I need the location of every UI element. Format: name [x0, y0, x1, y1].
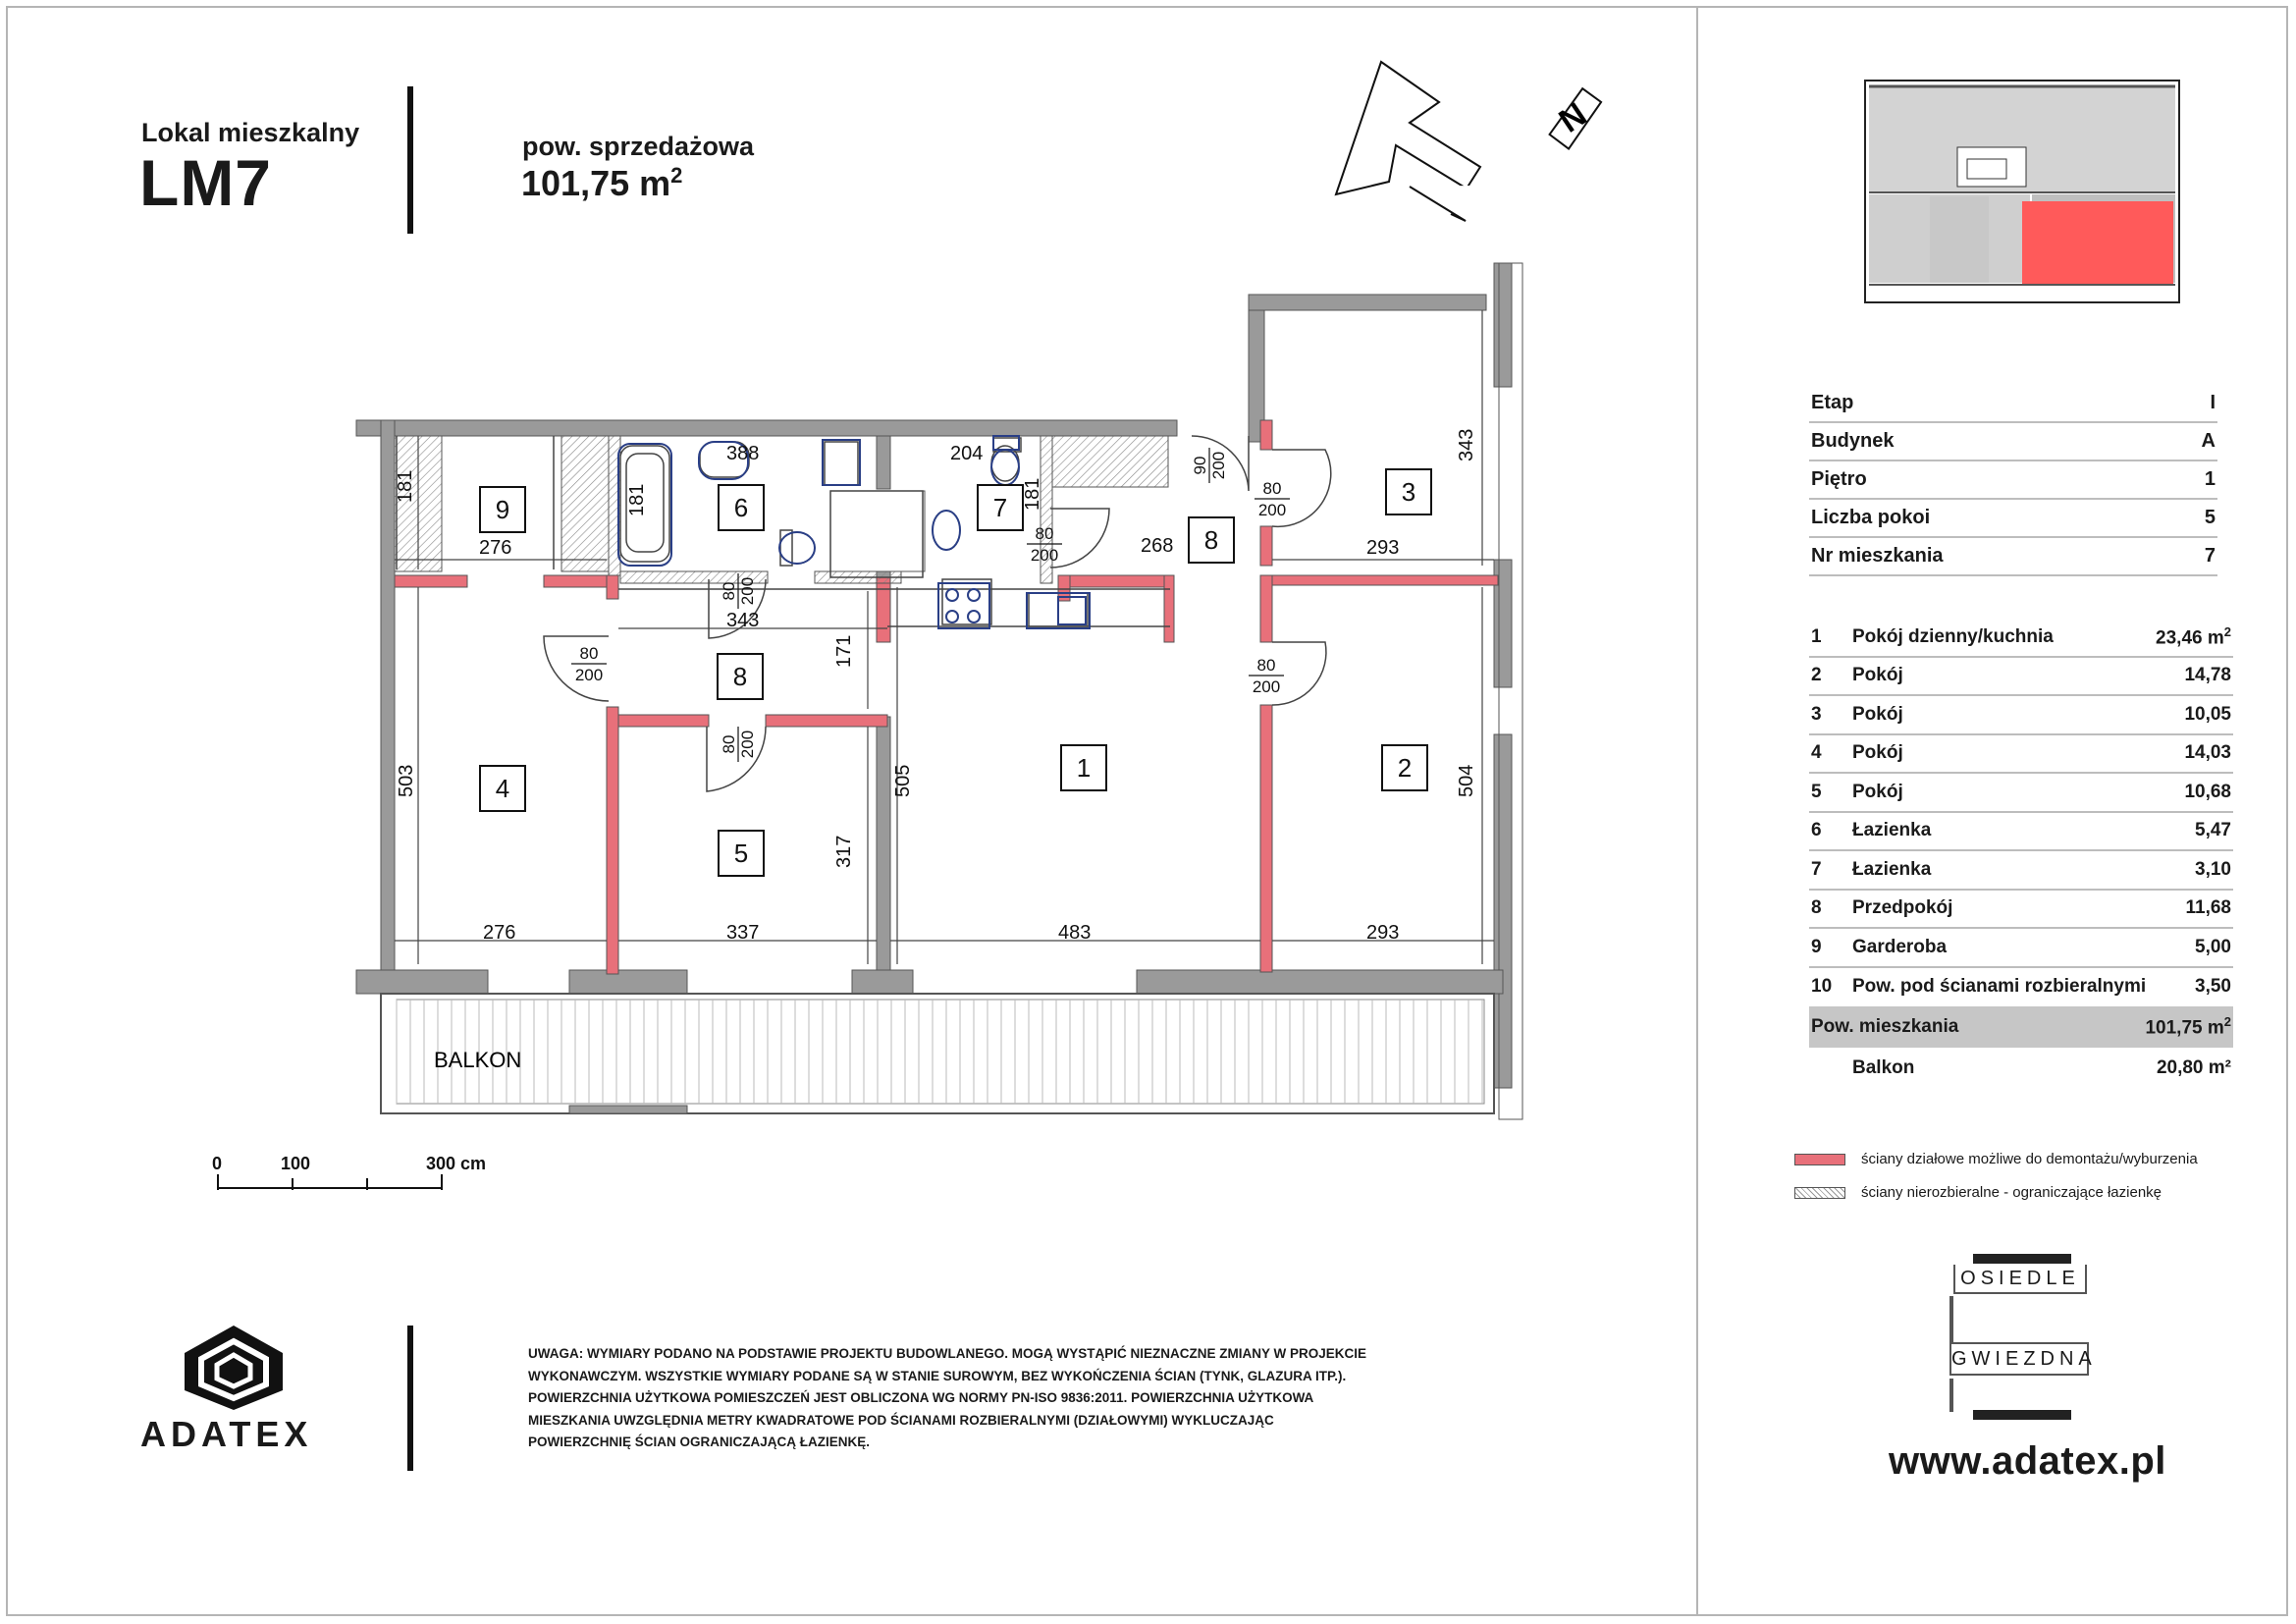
dim-276-bottom: 276	[483, 922, 516, 944]
room-row: 8 Przedpokój 11,68	[1809, 891, 2233, 930]
osiedle-logo-bar-bottom	[1973, 1410, 2071, 1420]
scale-bar	[212, 1154, 486, 1190]
svg-text:200: 200	[1209, 451, 1228, 480]
dim-503: 503	[396, 764, 417, 797]
room-boxes	[480, 469, 1431, 876]
svg-text:90: 90	[1191, 456, 1209, 475]
structural-walls	[356, 263, 1522, 1119]
svg-text:80: 80	[1262, 479, 1282, 498]
sales-area-label: pow. sprzedażowa	[522, 132, 755, 161]
door-c	[1249, 656, 1284, 696]
unit-info-table	[1809, 385, 2217, 576]
door-b	[1255, 479, 1290, 519]
room-row: 1 Pokój dzienny/kuchnia 23,46 $m^2$	[1809, 619, 2233, 658]
red-swatch	[1794, 1154, 1845, 1165]
balcony-area-row: Balkon 20,80 m²	[1852, 1057, 2231, 1078]
room-numbers	[496, 477, 1415, 868]
svg-text:200: 200	[1030, 546, 1059, 565]
svg-text:200: 200	[574, 666, 604, 684]
room-6-number: 6	[733, 493, 749, 522]
info-row-pietro: Piętro 1	[1809, 461, 2217, 500]
dim-171: 171	[833, 634, 855, 668]
dim-293-bottom: 293	[1366, 922, 1400, 944]
legend-red-walls: ściany działowe możliwe do demontażu/wyburzenia	[1794, 1151, 2198, 1167]
svg-text:80: 80	[1035, 524, 1054, 543]
fixtures-icon	[618, 436, 1090, 628]
room-row: 10 Pow. pod ścianami rozbieralnymi 3,50	[1811, 976, 2231, 998]
info-row-budynek: Budynek A	[1809, 423, 2217, 461]
room-row: 2 Pokój 14,78	[1809, 658, 2233, 697]
svg-text:80: 80	[1256, 656, 1276, 675]
svg-text:200: 200	[1257, 501, 1287, 519]
balcony	[381, 994, 1494, 1113]
svg-text:200: 200	[738, 730, 757, 759]
dim-388: 388	[726, 443, 760, 464]
dimension-lines	[395, 310, 1494, 964]
room-8-number: 8	[1203, 525, 1219, 555]
dim-204: 204	[950, 443, 984, 464]
room-row: 9 Garderoba 5,00	[1809, 929, 2233, 968]
room-row: 4 Pokój 14,03	[1809, 735, 2233, 775]
unit-type-label: Lokal mieszkalny	[141, 118, 360, 147]
osiedle-logo-line	[1949, 1379, 1953, 1412]
total-area-row: Pow. mieszkania 101,75 $m^2$	[1809, 1006, 2233, 1048]
balkon-label: BALKON	[434, 1048, 522, 1072]
room-5-number: 5	[733, 839, 749, 868]
svg-text:200: 200	[1252, 677, 1281, 696]
legend-hatched-walls: ściany nierozbieralne - ograniczające łazienkę	[1794, 1184, 2162, 1201]
room-3-number: 3	[1401, 477, 1416, 507]
dim-337: 337	[726, 922, 760, 944]
door-g	[720, 727, 757, 762]
osiedle-logo-line	[1949, 1296, 1953, 1343]
unit-code: LM7	[139, 146, 272, 219]
footer-separator	[407, 1326, 413, 1471]
info-row-etap: Etap I	[1809, 385, 2217, 423]
dim-268: 268	[1141, 535, 1174, 557]
room-row: 7 Łazienka 3,10	[1809, 851, 2233, 891]
dimension-labels	[395, 429, 1477, 944]
rooms-table	[1809, 619, 2233, 1089]
room-9-number: 9	[495, 495, 510, 524]
hatch-swatch	[1794, 1187, 1845, 1199]
room-2-number: 2	[1397, 753, 1413, 783]
svg-text:80: 80	[579, 644, 599, 663]
disclaimer-note: UWAGA: WYMIARY PODANO NA PODSTAWIE PROJEKTU BUDOWLANEGO. MOGĄ WYSTĄPIĆ NIEZNACZNE ZMIANY W PROJEKCIE WYKONAWCZYM. WSZYSTKIE WYMIARY PODANE SĄ W STANIE SUROWYM, BEZ WYKOŃCZENIA ŚCIAN (TYNK, GLAZURA ITP.). POWIERZCHNIA UŻYTKOWA POMIESZCZEŃ JEST OBLICZONA WG NORMY PN-ISO 9836:2011. POWIERZCHNIA UŻYTKOWA MIESZKANIA UWZGLĘDNIA METRY KWADRATOWE POD ŚCIANAMI ROZBIERALNYMI (DZIAŁOWYMI) WYKLUCZAJĄC POWIERZCHNIĘ ŚCIAN OGRANICZAJĄCĄ ŁAZIENKĘ.	[528, 1346, 1367, 1449]
dim-483: 483	[1058, 922, 1092, 944]
room-row: 6 Łazienka 5,47	[1809, 813, 2233, 852]
room-row: 5 Pokój 10,68	[1809, 774, 2233, 813]
dim-317: 317	[833, 835, 855, 868]
dim-505: 505	[892, 764, 914, 797]
svg-text:80: 80	[720, 734, 738, 754]
sales-area-value: 101,75 $m^2$	[521, 163, 683, 203]
osiedle-logo-text: OSIEDLE	[1953, 1265, 2087, 1294]
svg-text:300 cm: 300 cm	[426, 1154, 487, 1173]
door-a	[1191, 448, 1228, 483]
svg-text:0: 0	[212, 1154, 223, 1173]
door-swings	[544, 436, 1331, 791]
room-4-number: 4	[495, 774, 510, 803]
room-7-number: 7	[992, 493, 1008, 522]
svg-text:100: 100	[281, 1154, 311, 1173]
dim-343-right: 343	[1456, 428, 1477, 461]
balcony-grid	[397, 1000, 1482, 1104]
website-link[interactable]: www.adatex.pl	[1889, 1439, 2166, 1483]
dim-181-left: 181	[395, 469, 416, 503]
dim-181-wc: 181	[1022, 477, 1043, 511]
removable-walls	[395, 420, 1498, 974]
dim-504: 504	[1456, 764, 1477, 797]
dim-276-top: 276	[479, 537, 512, 559]
gwiezdna-logo-text: GWIEZDNA	[1949, 1342, 2089, 1376]
room-1-number: 1	[1076, 753, 1092, 783]
door-e	[571, 644, 607, 684]
info-row-liczba-pokoi: Liczba pokoi 5	[1809, 500, 2217, 538]
dim-181-bath: 181	[626, 483, 648, 516]
dim-343-hall: 343	[726, 610, 760, 631]
svg-text:80: 80	[720, 581, 738, 601]
room-row: 3 Pokój 10,05	[1809, 696, 2233, 735]
room-8b-number: 8	[732, 662, 748, 691]
svg-text:200: 200	[738, 576, 757, 606]
adatex-wordmark: ADATEX	[140, 1414, 313, 1454]
osiedle-logo-bar-top	[1973, 1254, 2071, 1264]
north-letter: N	[1552, 95, 1594, 140]
north-arrow-icon	[1336, 62, 1613, 221]
highlighted-unit	[2022, 201, 2156, 285]
dim-293-top: 293	[1366, 537, 1400, 559]
door-d	[1027, 524, 1062, 565]
info-row-nr-mieszkania: Nr mieszkania 7	[1809, 538, 2217, 576]
adatex-logo-icon	[180, 1324, 288, 1412]
building-key-plan	[1865, 81, 2179, 302]
